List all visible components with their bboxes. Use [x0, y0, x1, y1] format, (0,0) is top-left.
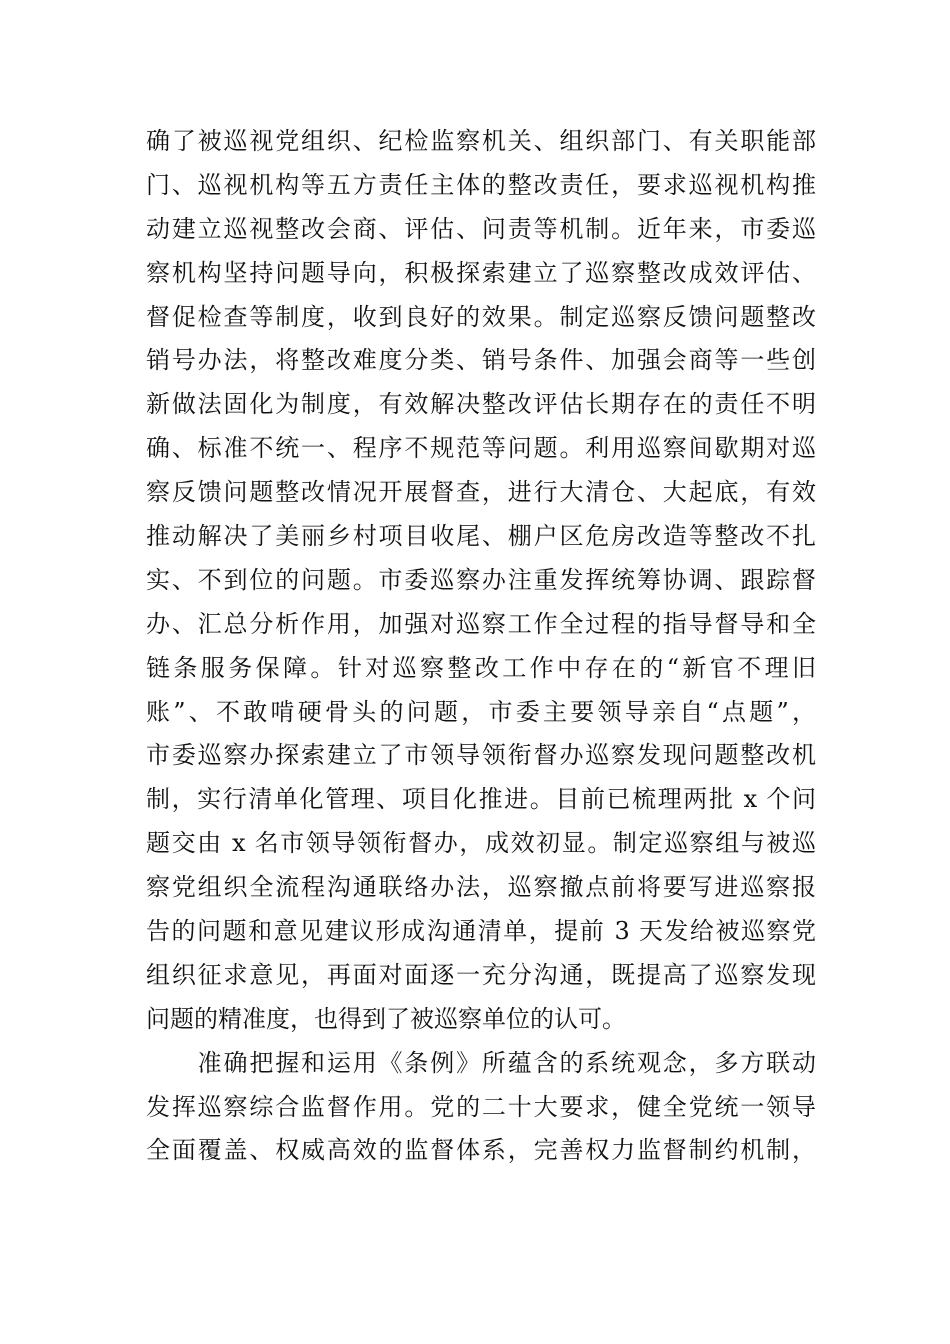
text-line: 问题的精准度，也得到了被巡察单位的认可。 — [146, 1004, 626, 1033]
text-line: 销号办法，将整改难度分类、销号条件、加强会商等一些创 — [146, 346, 816, 375]
text-line: 发挥巡察综合监督作用。党的二十大要求，健全党统一领导 — [146, 1092, 816, 1121]
text-line: 全面覆盖、权威高效的监督体系，完善权力监督制约机制， — [146, 1136, 816, 1165]
paragraph-2 — [146, 1042, 816, 1174]
text-line: 办、汇总分析作用，加强对巡察工作全过程的指导督导和全 — [146, 609, 816, 638]
text-line: 动建立巡视整改会商、评估、问责等机制。近年来，市委巡 — [146, 214, 816, 243]
text-line: 察党组织全流程沟通联络办法，巡察撤点前将要写进巡察报 — [146, 873, 816, 902]
text-line: 告的问题和意见建议形成沟通清单，提前 3 天发给被巡察党 — [146, 917, 816, 946]
text-line: 题交由 x 名市领导领衔督办，成效初显。制定巡察组与被巡 — [146, 829, 816, 858]
document-body — [146, 120, 816, 1173]
text-line: 账”、不敢啃硬骨头的问题，市委主要领导亲自“点题”， — [146, 697, 816, 726]
text-line: 推动解决了美丽乡村项目收尾、棚户区危房改造等整改不扎 — [146, 522, 816, 551]
text-line: 确、标准不统一、程序不规范等问题。利用巡察间歇期对巡 — [146, 434, 816, 463]
text-line: 督促检查等制度，收到良好的效果。制定巡察反馈问题整改 — [146, 302, 816, 331]
text-line: 组织征求意见，再面对面逐一充分沟通，既提高了巡察发现 — [146, 960, 816, 989]
text-line: 链条服务保障。针对巡察整改工作中存在的“新官不理旧 — [146, 653, 816, 682]
text-line: 实、不到位的问题。市委巡察办注重发挥统筹协调、跟踪督 — [146, 565, 816, 594]
text-line: 新做法固化为制度，有效解决整改评估长期存在的责任不明 — [146, 390, 816, 419]
text-line: 门、巡视机构等五方责任主体的整改责任，要求巡视机构推 — [146, 170, 816, 199]
text-line: 市委巡察办探索建立了市领导领衔督办巡察发现问题整改机 — [146, 741, 816, 770]
text-line: 准确把握和运用《条例》所蕴含的系统观念，多方联动 — [146, 1048, 816, 1077]
text-line: 察反馈问题整改情况开展督查，进行大清仓、大起底，有效 — [146, 478, 816, 507]
text-line: 制，实行清单化管理、项目化推进。目前已梳理两批 x 个问 — [146, 785, 816, 814]
text-line: 确了被巡视党组织、纪检监察机关、组织部门、有关职能部 — [146, 127, 816, 155]
text-line: 察机构坚持问题导向，积极探索建立了巡察整改成效评估、 — [146, 258, 816, 287]
paragraph-1 — [146, 120, 816, 1042]
